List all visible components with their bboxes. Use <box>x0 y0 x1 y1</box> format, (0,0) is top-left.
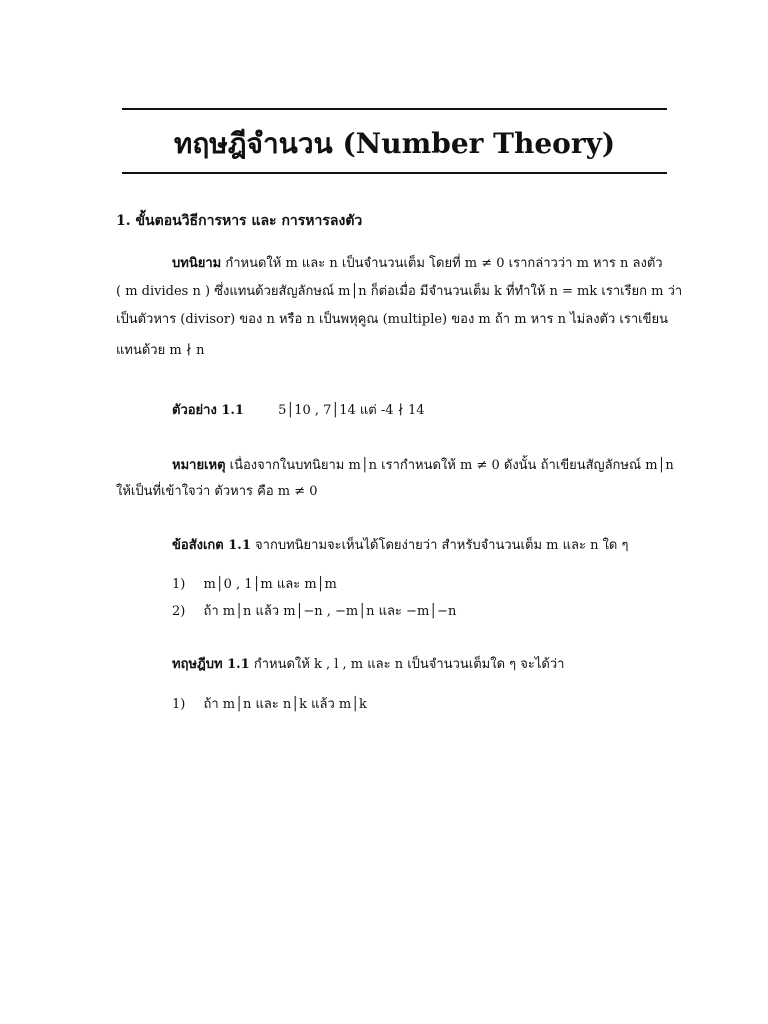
note-line-1 <box>172 456 674 476</box>
definition-line-3: เป็นตัวหาร (divisor) ของ n หรือ n เป็นพหุคูณ (multiple) ของ m ถ้า m หาร n ไม่ลงตัว เราเขียน <box>116 312 668 327</box>
example-label: ตัวอย่าง 1.1 <box>172 403 244 418</box>
note-label: หมายเหตุ <box>172 458 226 473</box>
list-item-text: ถ้า m│n แล้ว m│−n , −m│n และ −m│−n <box>203 604 457 619</box>
page-title: ทฤษฎีจำนวน (Number Theory) <box>173 127 616 160</box>
theorem-label: ทฤษฎีบท 1.1 <box>172 657 250 672</box>
definition-text-1: กำหนดให้ m และ n เป็นจำนวนเต็ม โดยที่ m ≠ 0 เรากล่าวว่า m หาร n ลงตัว <box>225 256 663 271</box>
list-item-number: 1) <box>172 577 186 592</box>
observation-label: ข้อสังเกต 1.1 <box>172 538 251 553</box>
list-item-number: 1) <box>172 697 186 712</box>
list-item <box>172 575 337 595</box>
definition-line-2: ( m divides n ) ซึ่งแทนด้วยสัญลักษณ์ m│n ก็ต่อเมื่อ มีจำนวนเต็ม k ที่ทำให้ n = mk เราเรียก m ว่า <box>116 284 683 299</box>
note-line-2: ให้เป็นที่เข้าใจว่า ตัวหาร คือ m ≠ 0 <box>116 484 318 499</box>
theorem-line <box>172 655 564 675</box>
example-text: 5│10 , 7│14 แต่ -4 ∤ 14 <box>278 403 425 418</box>
list-item <box>172 602 456 622</box>
theorem-text: กำหนดให้ k , l , m และ n เป็นจำนวนเต็มใด ๆ จะได้ว่า <box>253 657 565 672</box>
title-bottom-rule <box>122 172 667 174</box>
list-item-text: m│0 , 1│m และ m│m <box>203 577 337 592</box>
list-item-number: 2) <box>172 604 186 619</box>
definition-line-1 <box>172 254 663 274</box>
observation-text: จากบทนิยามจะเห็นได้โดยง่ายว่า สำหรับจำนวนเต็ม m และ n ใด ๆ <box>255 538 629 553</box>
title-top-rule <box>122 108 667 110</box>
list-item <box>172 695 367 715</box>
definition-label: บทนิยาม <box>172 256 222 271</box>
list-item-text: ถ้า m│n และ n│k แล้ว m│k <box>203 697 367 712</box>
example-line <box>172 401 425 421</box>
section-heading: 1. ขั้นตอนวิธีการหาร และ การหารลงตัว <box>116 213 363 229</box>
observation-line <box>172 536 628 556</box>
definition-line-4: แทนด้วย m ∤ n <box>116 343 205 358</box>
note-text-1: เนื่องจากในบทนิยาม m│n เรากำหนดให้ m ≠ 0 ดังนั้น ถ้าเขียนสัญลักษณ์ m│n <box>229 458 674 473</box>
